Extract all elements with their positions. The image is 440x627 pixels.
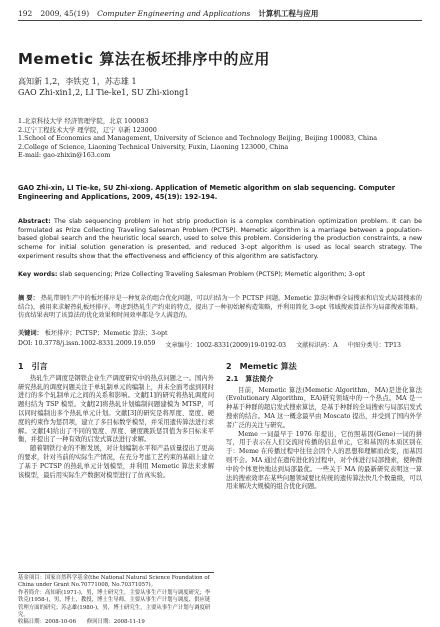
keywords-label: Key words:: [18, 271, 58, 278]
abstract-en: [18, 218, 422, 262]
subsection-heading: 2.1 算法简介: [226, 374, 274, 383]
fund-note: 基金项目：国家自然科学基金(the National Natural Science Foundation of China under Grant No.70771008, No.70371057)。: [18, 575, 210, 589]
authors: [18, 76, 189, 98]
right-column: [226, 360, 422, 492]
affiliation: 2.College of Science, Liaoning Technical University, Fuxin, Liaoning 123000, China: [18, 142, 289, 151]
keywords-en: [18, 271, 422, 280]
journal-name-cn: 计算机工程与应用: [258, 8, 319, 18]
clc-number: 中图分类号：TP13: [347, 342, 401, 349]
received-dates: 收稿日期：2008-10-06 修回日期：2008-11-19: [18, 619, 145, 626]
paragraph: 热轧生产调度是钢铁企业生产调度研究中的热点问题之一。国内外研究热轧的调度问题关注于单轧制单元的编制上，并未全面考虑到同时进行的多个轧制单元之间的关系和影响。文献[1]的研究将热轧调度问题归结为 TSP 模型。文献[2]将热轧计划编制问题建模为 MTSP，可以同时编制出多个热轧单元计划。文献[3]的研究是将厚度、宽度、硬度的约束作为惩罚项，建立了多目标数学模型，并采用遗传算法进行求解。文献[4]给出了不同的宽度、厚度、硬度跳跃惩罚值为多目标来平衡，并提出了一种有效的启发式算法进行求解。: [18, 374, 214, 444]
page-number: 192: [18, 8, 33, 18]
section-heading: 2 Memetic 算法: [226, 362, 297, 371]
footnotes: [18, 572, 214, 627]
running-header: [18, 6, 422, 21]
keywords-cn-text: 板坯排序；PCTSP；Memetic 算法；3-opt: [44, 330, 168, 337]
email: E-mail: gao-zhixin@163.com: [18, 151, 111, 160]
journal-name-en: Computer Engineering and Applications: [97, 8, 251, 18]
affiliations: [18, 117, 377, 160]
affiliation: 1.北京科技大学 经济管理学院，北京 100083: [18, 117, 149, 125]
abstract-cn-label: 摘 要：: [18, 295, 39, 302]
keywords-cn-label: 关键词：: [18, 330, 43, 337]
article-number: 文章编号：1002-8331(2009)19-0192-03: [165, 342, 287, 349]
affiliation: 1.School of Economics and Management, University of Science and Technology Beijing, Beijing 100083, China: [18, 134, 377, 143]
keywords-text: slab sequencing; Prize Collecting Traveling Salesman Problem (PCTSP); Memetic algorithm; 3-opt: [59, 271, 366, 278]
citation: GAO Zhi-xin, LI Tie-ke, SU Zhi-xiong. Application of Memetic algorithm on slab sequencing. Computer Engineering and Applications, 2009, 45(19): 192-194.: [18, 184, 396, 202]
abstract-cn: [18, 295, 422, 321]
section-heading: 1 引言: [18, 362, 48, 371]
document-code: 文献标识码：A: [296, 342, 338, 349]
abstract-text: The slab sequencing problem in hot strip production is a complex combination optimization problem. It can be formulated as Prize Collecting Traveling Salesman Problem (PCTSP). Memetic algorithm is a marriage between a population-based global search and the heuristic local search, used to solve this problem. Considering the production constraints, a new scheme for initial solution generation is presented, and reduced 3-opt algorithm is used as local search strategy. The experiment results show that the effectiveness and efficiency of this algorithm are satisfactory.: [18, 218, 422, 260]
affiliation: 2.辽宁工程技术大学 理学院，辽宁 阜新 123000: [18, 125, 157, 134]
authors-cn: 高知新 1,2，李铁克 1，苏志雄 1: [18, 77, 137, 86]
author-bio: 作者简介：高知新(1971-)，男，博士研究生，主要从事生产计划与调度研究；李铁克(1958-)，男，博士，教授，博士生导师，主要从事生产计划与调度、供应链管理方面的研究；苏志雄(1980-)，男，博士研究生，主要从事生产计划与调度研究。: [18, 589, 211, 619]
article-identifiers: [18, 340, 422, 349]
paragraph: 随着钢铁行业的不断发展，对计划编制水平和产品质量提出了更高的要求，针对当前的实际生产情况，在充分考虑工艺约束的基础上建立了基于 PCTSP 的热轧单元计划模型，并利用 Memetic 算法来求解该模型，最后用实际生产数据对模型进行了仿真实验。: [18, 445, 214, 479]
left-column: [18, 360, 214, 480]
abstract-label: Abstract:: [18, 218, 51, 225]
authors-en: GAO Zhi-xin1,2, LI Tie-ke1, SU Zhi-xiong1: [18, 88, 190, 97]
abstract-cn-text: 热轧带钢生产中的板坯排序是一种复杂的组合优化问题，可以归结为一个 PCTSP 问题。Memetic 算法(种群全局搜索和启发式局部搜索的结合)，被用来求解热轧板坯排序。考虑到热轧生产约束的特点，提出了一种初始解构造策略，并利用简化 3-opt 邻域搜索算法作为局部搜索策略。仿真结果表明了该算法的优化效果和时间效率都是令人满意的。: [18, 295, 422, 320]
issue: 2009, 45(19): [40, 8, 90, 18]
paragraph: Meme 一词最早于 1976 年提出，它仿照基因(Gene)一词的拼写，用于表示在人们交流时传播的信息单元，它和基因的本质区别在于：Meme 在传播过程中往往会因个人的思想和理解而改变，而基因则不会。MA 通过在遗传进化的过程中，对个体进行局部搜索，使种群中的个体更快地达到局部最优。一些关于 MA 的最新研究表明这一算法的搜索效率在某些问题领域要比传统的遗传算法快几个数量级，可以用来解决大规模的组合优化问题。: [226, 430, 422, 491]
paper-title: Memetic 算法在板坯排序中的应用: [18, 50, 270, 68]
paragraph: 目前，Memetic 算法(Memetic Algorithm，MA)是进化算法(Evolutionary Algorithm，EA)研究领域中的一个热点。MA 是一种基于种群的超启发式搜索算法，是基于种群的全局搜索与局部启发式搜索的结合。MA 这一概念最早由 Moscato 提出，并受到了国内外学者广泛的关注与研究。: [226, 386, 422, 429]
doi: DOI: 10.3778/j.issn.1002-8331.2009.19.059: [18, 340, 156, 347]
keywords-cn: [18, 330, 422, 339]
